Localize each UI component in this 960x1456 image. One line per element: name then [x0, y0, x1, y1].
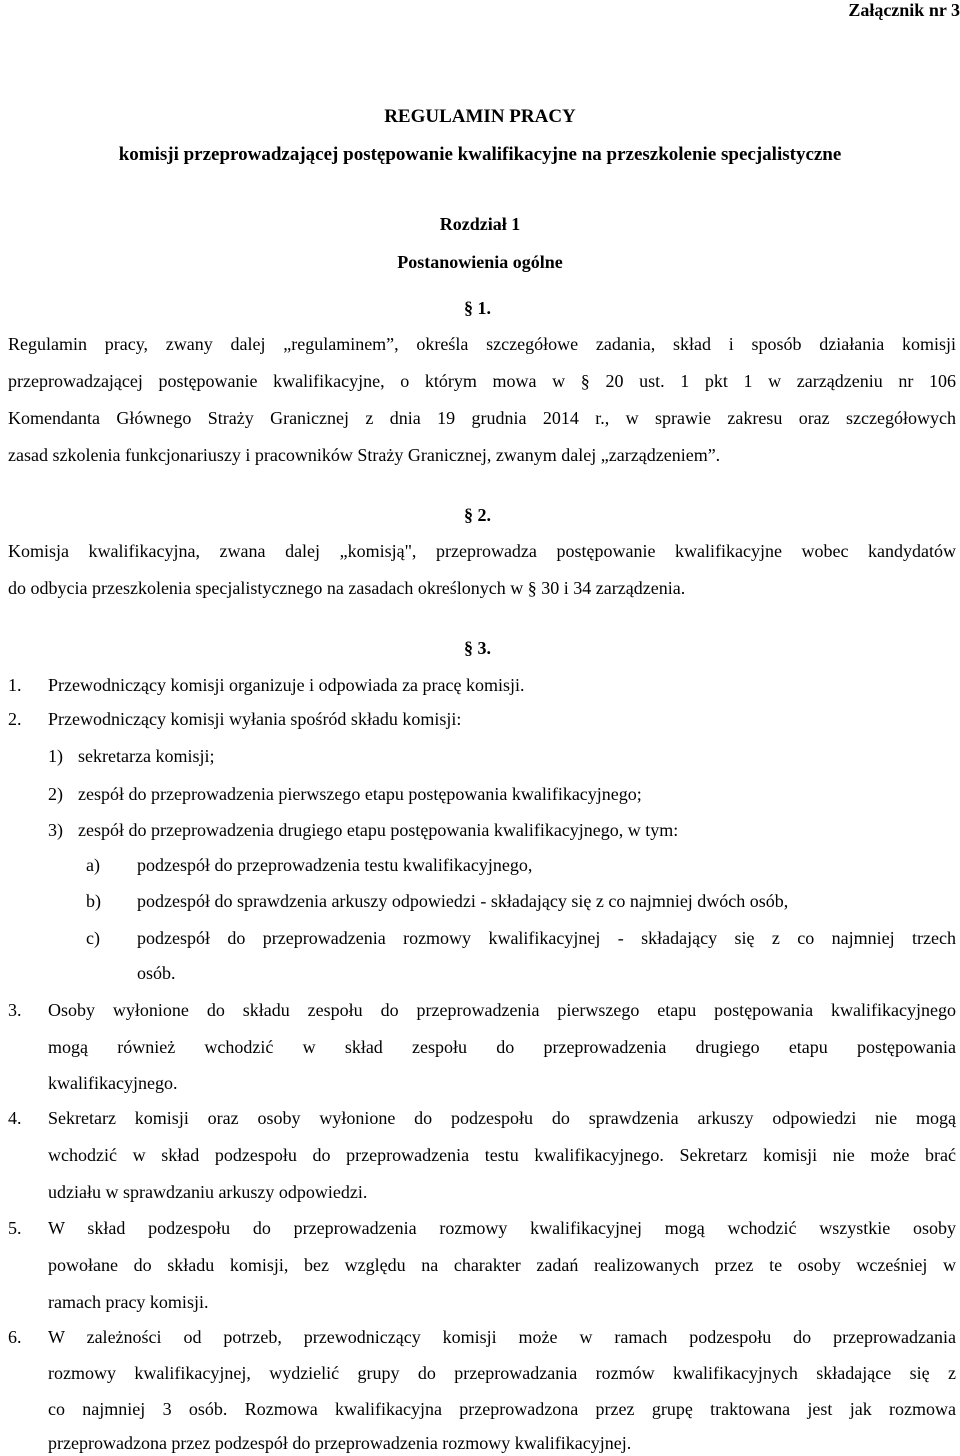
item-line: Osoby wyłonione do składu zespołu do przeprowadzenia pierwszego etapu postępowania kwalifikacyjnego	[48, 1000, 956, 1020]
chapter-name: Postanowienia ogólne	[397, 252, 563, 272]
item-number: 3.	[8, 1000, 22, 1020]
item-line: Sekretarz komisji oraz osoby wyłonione do podzespołu do sprawdzenia arkuszy odpowiedzi nie mogą	[48, 1108, 956, 1128]
item-line: kwalifikacyjnego.	[48, 1073, 178, 1093]
subitem-number: 3)	[48, 820, 63, 840]
item-line: ramach pracy komisji.	[48, 1292, 209, 1312]
item-number: 4.	[8, 1108, 22, 1128]
section-1-line: Komendanta Głównego Straży Granicznej z dnia 19 grudnia 2014 r., w sprawie zakresu oraz szczegółowych	[8, 408, 956, 428]
subsubitem-number: b)	[86, 891, 101, 911]
section-2-line: Komisja kwalifikacyjna, zwana dalej „komisją", przeprowadza postępowanie kwalifikacyjne wobec kandydatów	[8, 541, 956, 561]
section-1-line: przeprowadzającej postępowanie kwalifikacyjne, o którym mowa w § 20 ust. 1 pkt 1 w zarządzeniu nr 106	[8, 371, 956, 391]
item-text: Przewodniczący komisji wyłania spośród składu komisji:	[48, 709, 462, 729]
subsubitem-number: a)	[86, 855, 100, 875]
section-1-line: Regulamin pracy, zwany dalej „regulaminem”, określa szczegółowe zadania, skład i sposób działania komisji	[8, 334, 956, 354]
item-line: wchodzić w skład podzespołu do przeprowadzenia testu kwalifikacyjnego. Sekretarz komisji nie może brać	[48, 1145, 956, 1165]
subsubitem-text: podzespół do sprawdzenia arkuszy odpowiedzi - składający się z co najmniej dwóch osób,	[137, 891, 789, 911]
item-line: co najmniej 3 osób. Rozmowa kwalifikacyjna przeprowadzona przez grupę traktowana jest jak rozmowa	[48, 1399, 956, 1419]
section-1-sign: § 1.	[464, 298, 491, 318]
document-subtitle: komisji przeprowadzającej postępowanie kwalifikacyjne na przeszkolenie specjalistyczne	[118, 144, 842, 165]
subitem-text: zespół do przeprowadzenia drugiego etapu postępowania kwalifikacyjnego, w tym:	[78, 820, 679, 840]
subitem-number: 2)	[48, 784, 63, 804]
item-number: 5.	[8, 1218, 22, 1238]
item-line: rozmowy kwalifikacyjnej, wydzielić grupy do przeprowadzania rozmów kwalifikacyjnych składające się z	[48, 1363, 956, 1383]
subitem-number: 1)	[48, 746, 63, 766]
subsubitem-text-cont: osób.	[137, 963, 176, 983]
section-2-sign: § 2.	[464, 505, 491, 525]
item-number: 6.	[8, 1327, 22, 1347]
item-text: Przewodniczący komisji organizuje i odpowiada za pracę komisji.	[48, 675, 525, 695]
subsubitem-text: podzespół do przeprowadzenia testu kwalifikacyjnego,	[137, 855, 533, 875]
subitem-text: sekretarza komisji;	[78, 746, 215, 766]
item-number: 1.	[8, 675, 22, 695]
item-line: W zależności od potrzeb, przewodniczący komisji może w ramach podzespołu do przeprowadzania	[48, 1327, 956, 1347]
section-1-line: zasad szkolenia funkcjonariuszy i pracowników Straży Granicznej, zwanym dalej „zarządzeniem”.	[8, 445, 721, 465]
item-line: udziału w sprawdzaniu arkuszy odpowiedzi.	[48, 1182, 368, 1202]
chapter-label: Rozdział 1	[439, 214, 521, 234]
section-3-sign: § 3.	[464, 638, 491, 658]
subitem-text: zespół do przeprowadzenia pierwszego etapu postępowania kwalifikacyjnego;	[78, 784, 642, 804]
item-number: 2.	[8, 709, 22, 729]
item-line: przeprowadzona przez podzespół do przeprowadzenia rozmowy kwalifikacyjnej.	[48, 1433, 632, 1453]
section-2-line: do odbycia przeszkolenia specjalistycznego na zasadach określonych w § 30 i 34 zarządzenia.	[8, 578, 686, 598]
item-line: powołane do składu komisji, bez względu na charakter zadań realizowanych przez te osoby wcześniej w	[48, 1255, 956, 1275]
item-line: W skład podzespołu do przeprowadzenia rozmowy kwalifikacyjnej mogą wchodzić wszystkie osoby	[48, 1218, 956, 1238]
item-line: mogą również wchodzić w skład zespołu do przeprowadzenia drugiego etapu postępowania	[48, 1037, 956, 1057]
subsubitem-text: podzespół do przeprowadzenia rozmowy kwalifikacyjnej - składający się z co najmniej trzech	[137, 928, 956, 948]
subsubitem-number: c)	[86, 928, 100, 948]
attachment-label: Załącznik nr 3	[848, 0, 960, 20]
document-title: REGULAMIN PRACY	[384, 106, 576, 127]
